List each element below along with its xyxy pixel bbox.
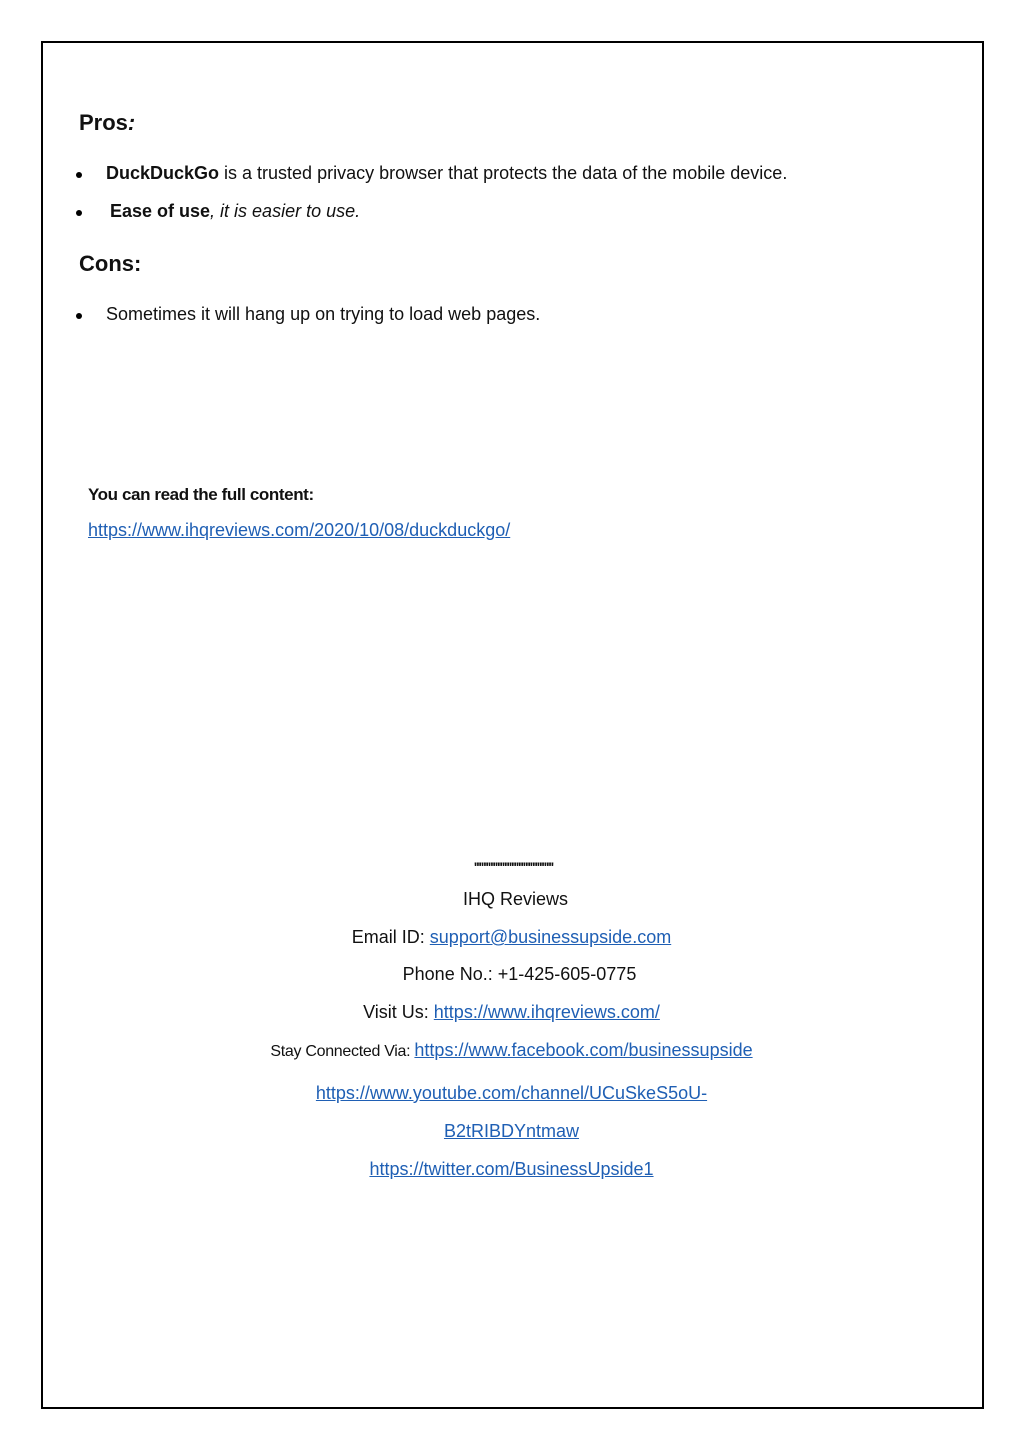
website-link[interactable]: https://www.ihqreviews.com/ bbox=[433, 1002, 660, 1022]
twitter-line bbox=[41, 1159, 982, 1180]
stay-connected-line bbox=[41, 1040, 982, 1061]
pros-heading bbox=[79, 110, 135, 136]
visit-label: Visit Us: bbox=[363, 1002, 434, 1022]
bullet-icon bbox=[76, 313, 82, 319]
email-line bbox=[41, 927, 982, 948]
pros-item-2-text: , it is easier to use. bbox=[210, 201, 361, 221]
email-link[interactable]: support@businessupside.com bbox=[429, 927, 672, 947]
page-border bbox=[41, 41, 984, 1409]
cons-item-1: Sometimes it will hang up on trying to load web pages. bbox=[106, 304, 541, 324]
email-label: Email ID: bbox=[351, 927, 430, 947]
facebook-link[interactable]: https://www.facebook.com/businessupside bbox=[414, 1040, 753, 1060]
pros-heading-text: Pros bbox=[79, 110, 128, 135]
youtube-line-1 bbox=[41, 1083, 982, 1104]
twitter-link[interactable]: https://twitter.com/BusinessUpside1 bbox=[369, 1159, 654, 1179]
phone-line: Phone No.: +1-425-605-0775 bbox=[402, 964, 637, 984]
company-name: IHQ Reviews bbox=[462, 889, 569, 909]
pros-heading-colon: : bbox=[127, 110, 136, 135]
pros-item-1 bbox=[106, 163, 787, 184]
stay-connected-label: Stay Connected Via: bbox=[270, 1043, 415, 1060]
visit-line bbox=[41, 1002, 982, 1023]
youtube-link-continued[interactable]: B2tRIBDYntmaw bbox=[443, 1121, 580, 1141]
read-more-label: You can read the full content: bbox=[88, 485, 314, 504]
read-more-link[interactable]: https://www.ihqreviews.com/2020/10/08/duckduckgo/ bbox=[88, 520, 511, 540]
pros-item-2-bold: Ease of use bbox=[110, 201, 211, 221]
bullet-icon bbox=[76, 210, 82, 216]
youtube-link[interactable]: https://www.youtube.com/channel/UCuSkeS5oU- bbox=[315, 1083, 708, 1103]
pros-item-1-bold: DuckDuckGo bbox=[106, 163, 220, 183]
youtube-line-2 bbox=[41, 1121, 982, 1142]
bullet-icon bbox=[76, 172, 82, 178]
pros-item-1-text: is a trusted privacy browser that protects the data of the mobile device. bbox=[219, 163, 788, 183]
separator-marks: '''''''''''''''''''''''''''''''''' bbox=[473, 859, 554, 875]
pros-item-2 bbox=[110, 201, 360, 222]
cons-heading: Cons: bbox=[79, 251, 142, 276]
